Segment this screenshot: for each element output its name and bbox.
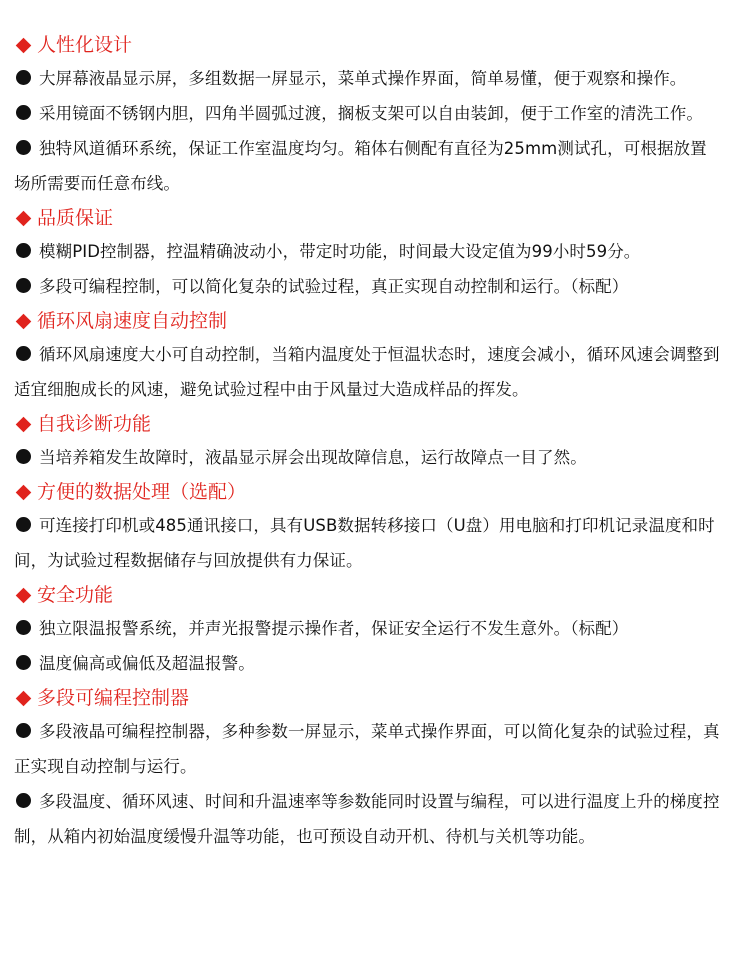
- section-quality-assurance: [14, 203, 720, 304]
- bullet-text: 循环风扇速度大小可自动控制，当箱内温度处于恒温状态时，速度会减小，循环风速会调整到适宜细胞成长的风速，避免试验过程中由于风量过大造成样品的挥发。: [14, 345, 720, 399]
- diamond-icon: [16, 691, 32, 707]
- section-title-text: 多段可编程控制器: [37, 687, 190, 709]
- bullet-icon: [16, 105, 31, 120]
- section-fan-speed-control: [14, 306, 720, 407]
- bullet-item: [14, 508, 720, 578]
- section-title-text: 人性化设计: [37, 34, 133, 56]
- bullet-icon: [16, 517, 31, 532]
- bullet-item: [14, 96, 720, 131]
- section-title-text: 自我诊断功能: [37, 413, 152, 435]
- diamond-icon: [16, 485, 32, 501]
- bullet-item: [14, 131, 720, 201]
- bullet-icon: [16, 793, 31, 808]
- bullet-icon: [16, 346, 31, 361]
- section-title: [14, 477, 720, 508]
- section-title-text: 循环风扇速度自动控制: [37, 310, 228, 332]
- bullet-icon: [16, 70, 31, 85]
- bullet-text: 当培养箱发生故障时，液晶显示屏会出现故障信息，运行故障点一目了然。: [39, 448, 587, 467]
- section-title: [14, 306, 720, 337]
- section-title-text: 方便的数据处理（选配）: [37, 481, 247, 503]
- bullet-text: 大屏幕液晶显示屏，多组数据一屏显示，菜单式操作界面，简单易懂，便于观察和操作。: [39, 69, 687, 88]
- bullet-icon: [16, 449, 31, 464]
- bullet-item: [14, 784, 720, 854]
- bullet-item: [14, 337, 720, 407]
- bullet-text: 可连接打印机或485通讯接口，具有USB数据转移接口（U盘）用电脑和打印机记录温度和时间，为试验过程数据储存与回放提供有力保证。: [14, 516, 715, 570]
- bullet-item: [14, 714, 720, 784]
- section-title-text: 安全功能: [37, 584, 114, 606]
- bullet-item: [14, 61, 720, 96]
- section-safety: [14, 580, 720, 681]
- bullet-icon: [16, 620, 31, 635]
- bullet-text: 多段液晶可编程控制器，多种参数一屏显示，菜单式操作界面，可以简化复杂的试验过程，真正实现自动控制与运行。: [14, 722, 720, 776]
- section-title: [14, 683, 720, 714]
- bullet-item: [14, 646, 720, 681]
- bullet-item: [14, 611, 720, 646]
- bullet-item: [14, 440, 720, 475]
- diamond-icon: [16, 211, 32, 227]
- section-programmable-controller: [14, 683, 720, 854]
- section-data-processing: [14, 477, 720, 578]
- bullet-icon: [16, 723, 31, 738]
- bullet-text: 独特风道循环系统，保证工作室温度均匀。箱体右侧配有直径为25mm测试孔，可根据放置场所需要而任意布线。: [14, 139, 707, 193]
- bullet-text: 多段可编程控制，可以简化复杂的试验过程，真正实现自动控制和运行。（标配）: [39, 277, 629, 296]
- diamond-icon: [16, 588, 32, 604]
- bullet-item: [14, 234, 720, 269]
- section-title: [14, 203, 720, 234]
- bullet-item: [14, 269, 720, 304]
- section-title: [14, 409, 720, 440]
- bullet-text: 采用镜面不锈钢内胆，四角半圆弧过渡，搁板支架可以自由装卸，便于工作室的清洗工作。: [39, 104, 703, 123]
- diamond-icon: [16, 314, 32, 330]
- section-title: [14, 30, 720, 61]
- section-title-text: 品质保证: [37, 207, 114, 229]
- bullet-text: 模糊PID控制器，控温精确波动小，带定时功能，时间最大设定值为99小时59分。: [39, 242, 641, 261]
- bullet-text: 独立限温报警系统，并声光报警提示操作者，保证安全运行不发生意外。（标配）: [39, 619, 629, 638]
- bullet-icon: [16, 655, 31, 670]
- section-title: [14, 580, 720, 611]
- bullet-text: 多段温度、循环风速、时间和升温速率等参数能同时设置与编程，可以进行温度上升的梯度控制，从箱内初始温度缓慢升温等功能，也可预设自动开机、待机与关机等功能。: [14, 792, 720, 846]
- diamond-icon: [16, 38, 32, 54]
- section-humanized-design: [14, 30, 720, 201]
- bullet-icon: [16, 243, 31, 258]
- section-self-diagnosis: [14, 409, 720, 475]
- bullet-icon: [16, 140, 31, 155]
- bullet-icon: [16, 278, 31, 293]
- bullet-text: 温度偏高或偏低及超温报警。: [39, 654, 255, 673]
- diamond-icon: [16, 417, 32, 433]
